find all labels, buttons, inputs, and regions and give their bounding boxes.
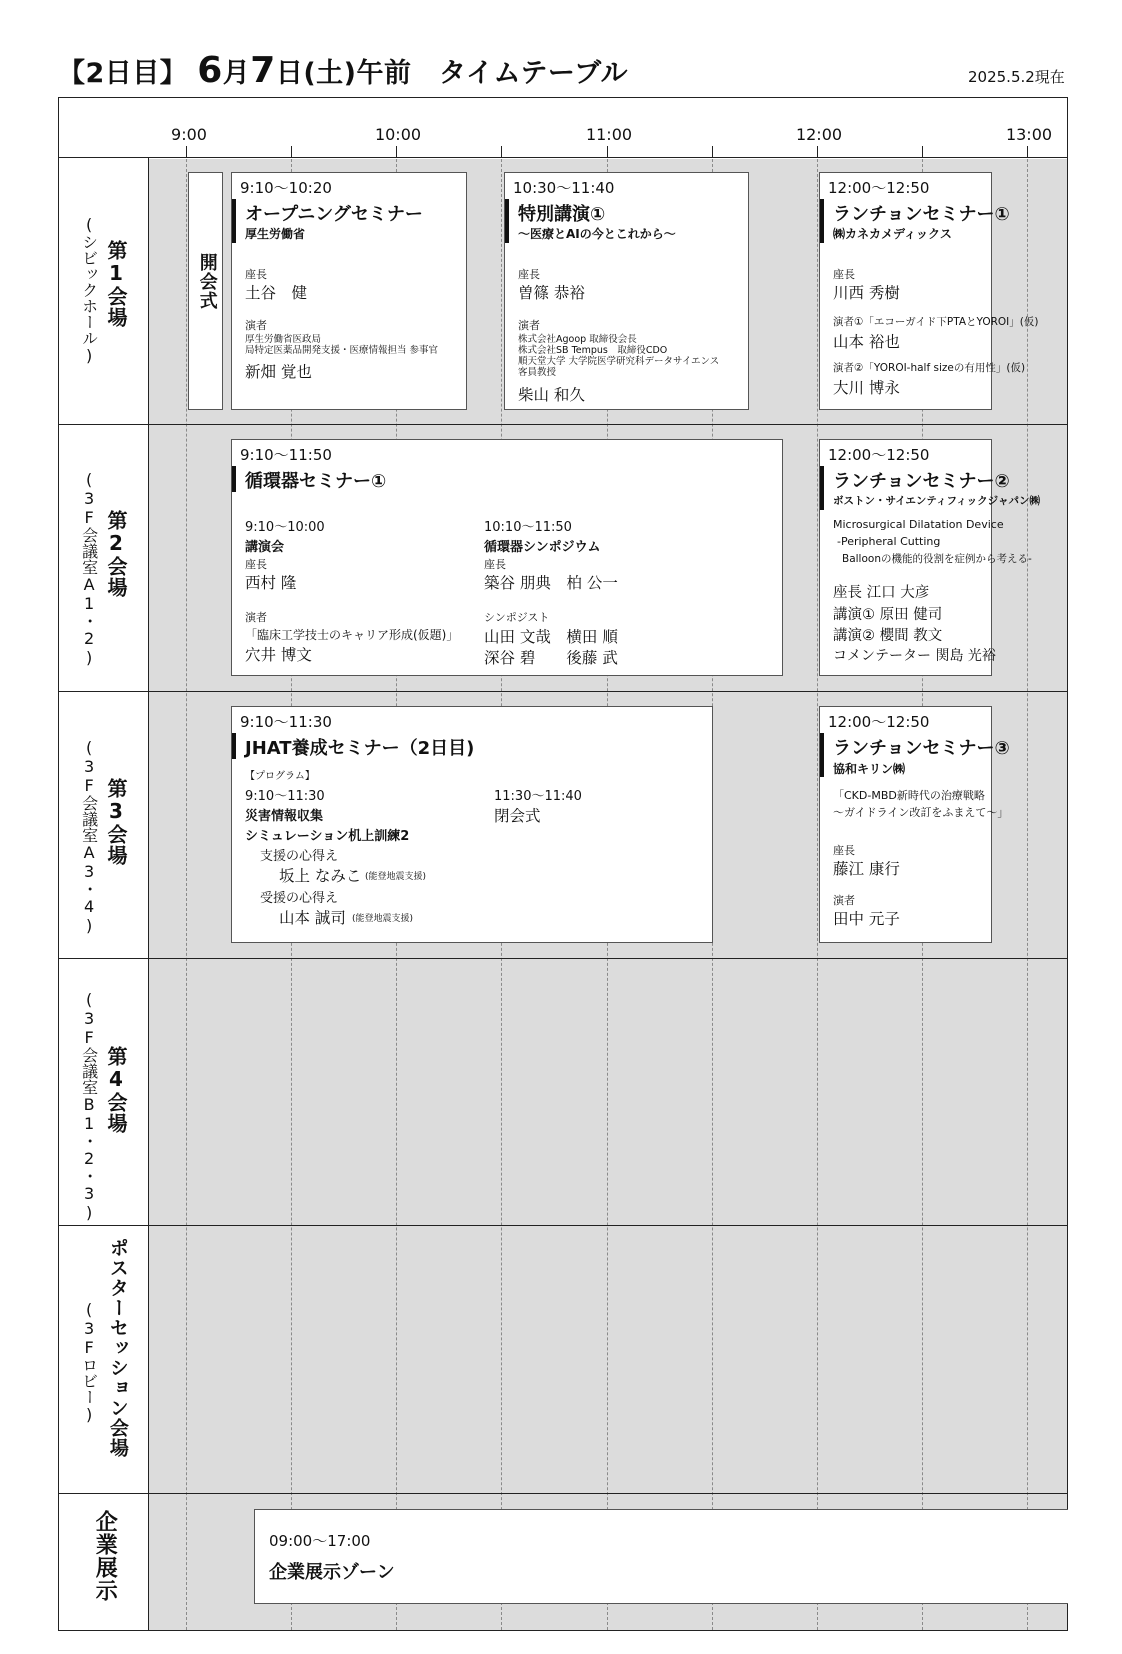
session-topic: Microsurgical Dilatation Device [833,518,1004,531]
speaker-affiliation: 順天堂大学 大学院医学研究科データサイエンス [518,356,720,367]
session-time: 12:00〜12:50 [828,713,930,731]
room-1-name: 第1会場 [104,240,128,328]
cardio-seminar-box[interactable] [231,439,783,676]
session-topic: 〜ガイドライン改訂をふまえて〜」 [833,806,1009,819]
chair-label: 座長 [245,268,267,281]
speaker-affiliation: 局特定医薬品開発支援・医療情報担当 参事官 [245,345,439,356]
jhat-seminar-box[interactable] [231,706,713,943]
session-org: ボストン・サイエンティフィックジャパン㈱ [833,495,1040,507]
speaker-label: 演者①「エコーガイド下PTAとYOROI」(仮) [833,316,1039,328]
sub-session-title: 講演会 [245,540,285,555]
session-org: ㈱カネカメディックス [833,227,952,241]
as-of-date: 2025.5.2現在 [968,68,1065,86]
session-topic: -Peripheral Cutting [837,535,941,548]
row-divider [58,958,1068,959]
speaker-label: 演者 [245,611,267,624]
session-title: 循環器セミナー① [245,471,387,492]
lecturer-name: 坂上 なみこ [279,867,362,885]
speaker-name: 大川 博永 [833,379,900,397]
corporate-exhibit-box[interactable] [254,1509,1068,1604]
chair-label: 座長 [518,268,540,281]
tick [817,146,818,157]
row-divider [58,1493,1068,1494]
tick [291,146,292,157]
lecturer-note: (能登地震支援) [365,872,427,882]
row-divider [58,157,1068,158]
chair-name: 藤江 康行 [833,860,900,878]
row-divider [58,424,1068,425]
accent-bar [232,466,236,492]
lecturer-name: 山本 誠司 [279,909,346,927]
speaker-name: 新畑 覚也 [245,363,312,381]
session-title: 企業展示ゾーン [269,1562,395,1583]
page-title: 【2日目】 6月7日(土)午前 タイムテーブル [58,50,628,91]
speaker-affiliation: 厚生労働省医政局 [245,334,322,345]
luncheon-seminar-2-box[interactable] [819,439,1040,676]
session-time: 9:10〜11:30 [240,713,332,731]
session-subtitle: 〜医療とAIの今とこれから〜 [518,227,676,241]
time-10-00: 10:00 [374,125,422,144]
opening-ceremony-label: 開会式 [196,253,218,310]
time-9-00: 9:00 [171,125,207,144]
session-time: 12:00〜12:50 [828,446,930,464]
accent-bar [505,199,509,243]
program-item: 支援の心得え [260,849,339,864]
chair-name: 座長 江口 大彦 [833,585,930,601]
accent-bar [820,199,824,243]
session-time: 10:30〜11:40 [513,179,615,197]
chair-label: 座長 [484,558,506,571]
accent-bar [232,199,236,243]
session-title: ランチョンセミナー③ [833,738,1010,759]
session-time: 9:10〜10:20 [240,179,332,197]
session-time: 12:00〜12:50 [828,179,930,197]
symposist-names: 山田 文哉 横田 順 [484,628,618,646]
room-4-name: 第4会場 [104,1046,128,1134]
session-topic: 「CKD-MBD新時代の治療戦略 [833,789,985,802]
commentator-name: コメンテーター 関島 光裕 [833,648,996,664]
opening-ceremony-box[interactable] [188,172,223,410]
tick [922,146,923,157]
chair-label: 座長 [833,844,855,857]
room-column-divider [148,157,149,1630]
program-time: 9:10〜11:30 [245,789,325,804]
speaker-affiliation: 株式会社SB Tempus 取締役CDO [518,345,668,356]
accent-bar [232,733,236,759]
time-13-00: 13:00 [1005,125,1053,144]
program-title: シミュレーション机上訓練2 [245,829,410,844]
session-topic: Balloonの機能的役割を症例から考える- [842,553,1032,565]
room-3-sub: (3F会議室A3・4) [79,738,99,935]
program-title: 災害情報収集 [245,809,324,824]
program-label: 【プログラム】 [245,771,315,782]
tick [1027,146,1028,157]
opening-seminar-box[interactable] [231,172,467,410]
session-title: オープニングセミナー [245,204,423,225]
program-item: 受援の心得え [260,891,339,906]
speaker-label: 演者 [518,319,540,332]
speaker-name: 穴井 博文 [245,646,312,664]
speaker-affiliation: 客員教授 [518,367,557,378]
session-title: ランチョンセミナー② [833,471,1010,492]
session-time: 09:00〜17:00 [269,1532,371,1550]
speaker-label: 演者 [245,319,267,332]
sub-session-time: 9:10〜10:00 [245,520,325,535]
row-divider [58,691,1068,692]
tick [396,146,397,157]
speaker-affiliation: 株式会社Agoop 取締役会長 [518,334,637,345]
chair-name: 西村 隆 [245,574,297,592]
room-5-name: ポスターセッション会場 [106,1238,129,1458]
speaker-label: 演者②「YOROI-half sizeの有用性」(仮) [833,362,1026,374]
chair-label: 座長 [245,558,267,571]
program-time: 11:30〜11:40 [494,789,582,804]
luncheon-seminar-1-box[interactable] [819,172,1039,410]
room-1-sub: (シビックホール) [79,215,99,365]
chair-name: 曽篠 恭裕 [518,284,585,302]
chair-name: 土谷 健 [245,284,308,302]
room-4-sub: (3F会議室B1・2・3) [79,990,99,1222]
session-title: 特別講演① [518,204,606,225]
special-lecture-box[interactable] [504,172,749,410]
session-org: 協和キリン㈱ [833,762,906,776]
accent-bar [820,733,824,777]
speaker-label: 演者 [833,894,855,907]
time-11-00: 11:00 [585,125,633,144]
tick [712,146,713,157]
sub-session-time: 10:10〜11:50 [484,520,572,535]
chair-name: 川西 秀樹 [833,284,900,302]
tick [607,146,608,157]
chair-name: 築谷 朋典 柏 公一 [484,574,618,592]
speaker-name: 山本 裕也 [833,333,900,351]
accent-bar [820,466,824,510]
room-3-name: 第3会場 [104,778,128,866]
time-12-00: 12:00 [795,125,843,144]
session-org: 厚生労働省 [245,227,306,241]
luncheon-seminar-3-box[interactable] [819,706,1010,943]
session-title: ランチョンセミナー① [833,204,1010,225]
chair-label: 座長 [833,268,855,281]
speaker-name: 柴山 和久 [518,386,585,404]
lecturer-note: (能登地震支援) [352,914,414,924]
speaker-name: 田中 元子 [833,910,900,928]
speaker-name: 講演② 櫻間 教文 [833,628,943,644]
program-title: 閉会式 [494,807,541,825]
symposist-names: 深谷 碧 後藤 武 [484,649,618,667]
session-time: 9:10〜11:50 [240,446,332,464]
session-title: JHAT養成セミナー（2日目) [245,738,475,759]
sub-session-title: 循環器シンポジウム [484,540,601,555]
room-2-name: 第2会場 [104,510,128,598]
room-2-sub: (3F会議室A1・2) [79,470,99,667]
row-divider [58,1225,1068,1226]
symposist-label: シンポジスト [484,611,550,624]
room-5-sub: (3Fロビー) [79,1300,99,1424]
tick [501,146,502,157]
room-6-name: 企業展示 [92,1510,118,1602]
tick [186,146,187,157]
lecture-topic: 「臨床工学技士のキャリア形成(仮題)」 [245,628,459,642]
speaker-name: 講演① 原田 健司 [833,607,943,623]
